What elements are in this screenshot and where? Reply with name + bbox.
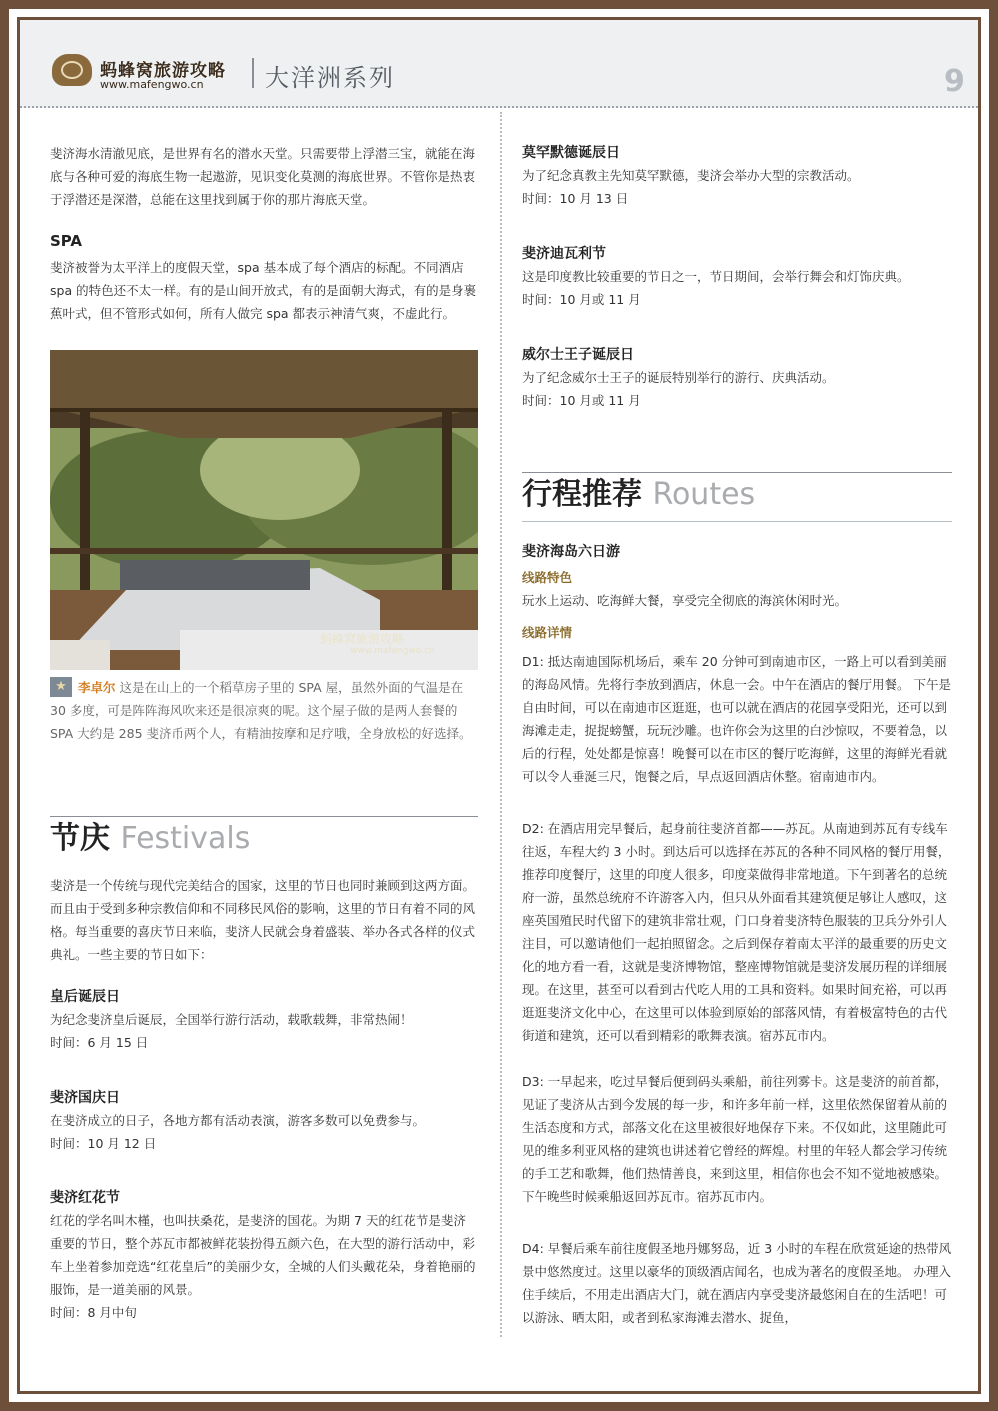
festival-title: 斐济迪瓦利节 [522, 246, 606, 262]
festival-time: 时间：6 月 15 日 [50, 1035, 149, 1050]
photo-caption [50, 676, 478, 745]
festivals-rule [50, 816, 478, 817]
route-title: 斐济海岛六日游 [522, 544, 620, 560]
festival-title: 莫罕默德诞辰日 [522, 145, 620, 161]
festival-time: 时间：8 月中旬 [50, 1305, 137, 1320]
route-feature-text: 玩水上运动、吃海鲜大餐，享受完全彻底的海滨休闲时光。 [522, 593, 848, 608]
routes-heading [522, 475, 952, 515]
festival-desc: 为了纪念真教主先知莫罕默德，斐济会举办大型的宗教活动。 [522, 168, 860, 183]
header-divider [252, 58, 254, 88]
festival-desc: 这是印度教比较重要的节日之一，节日期间，会举行舞会和灯饰庆典。 [522, 269, 910, 284]
brand-url: www.mafengwo.cn [100, 78, 204, 91]
routes-heading-cn: 行程推荐 [522, 477, 642, 512]
spa-photo [50, 350, 478, 670]
festivals-heading-cn: 节庆 [50, 821, 110, 856]
spa-hut-illustration [50, 350, 478, 670]
festival-desc: 红花的学名叫木槿，也叫扶桑花，是斐济的国花。为期 7 天的红花节是斐济重要的节日，整个苏瓦市都被鲜花装扮得五颜六色，在大型的游行活动中，彩车上坐着参加竞选“红花皇后”的美丽少女，全城的人们头戴花朵，身着艳丽的服饰，是一道美丽的风景。 [50, 1213, 476, 1297]
festival-title: 威尔士王子诞辰日 [522, 347, 634, 363]
spa-text: 斐济被誉为太平洋上的度假天堂，spa 基本成了每个酒店的标配。不同酒店 spa 的特色还不太一样。有的是山间开放式，有的是面朝大海式，有的是身裹蕉叶式，但不管形式如何，所有人做完 spa 都表示神清气爽，不虚此行。 [50, 260, 477, 321]
column-divider [500, 112, 502, 1337]
author-avatar-icon: ★ [50, 677, 72, 697]
routes-rule [522, 472, 952, 473]
caption-author[interactable]: 李卓尔 [78, 680, 116, 695]
route-detail-label: 线路详情 [522, 625, 573, 640]
festival-title: 皇后诞辰日 [50, 989, 120, 1005]
photo-watermark-url: www.mafengwo.cn [350, 646, 435, 656]
festival-title: 斐济国庆日 [50, 1090, 120, 1106]
routes-heading-en: Routes [652, 477, 756, 512]
route-day-3: D3: 一早起来，吃过早餐后便到码头乘船，前往列雾卡。这是斐济的前首都，见证了斐济从古到今发展的每一步，和许多年前一样，这里依然保留着从前的生活态度和方式，部落文化在这里被很好地保存下来。不仅如此，这里随此可见的维多利亚风格的建筑也讲述着它曾经的辉煌。村里的年轻人都会学习传统的手工艺和歌舞，他们热情善良，来到这里，相信你也会不知不觉地被感染。下午晚些时候乘船返回苏瓦市。宿苏瓦市内。 [522, 1074, 948, 1204]
festival-title: 斐济红花节 [50, 1190, 120, 1206]
festival-time: 时间：10 月或 11 月 [522, 393, 641, 408]
route-feature-label: 线路特色 [522, 570, 573, 585]
caption-text: 这是在山上的一个稻草房子里的 SPA 屋，虽然外面的气温是在 30 多度，可是阵阵海风吹来还是很凉爽的呢。这个屋子做的是两人套餐的 SPA 大约是 285 斐济币两个人，有精油按摩和足疗哦，全身放松的好选择。 [50, 680, 472, 741]
festival-time: 时间：10 月 13 日 [522, 191, 629, 206]
festival-time: 时间：10 月 12 日 [50, 1136, 157, 1151]
routes-rule-bottom [522, 521, 952, 522]
spa-heading: SPA [50, 232, 83, 250]
route-day-1: D1: 抵达南迪国际机场后，乘车 20 分钟可到南迪市区，一路上可以看到美丽的海岛风情。先将行李放到酒店，休息一会。中午在酒店的餐厅用餐。 下午是自由时间，可以在南迪市区逛逛，也可以就在酒店的花园享受阳光，还可以到海滩走走，捉捉螃蟹，玩玩沙雕。也许你会为这里的白沙惊叹，不要着急，以后的行程，处处都是惊喜！晚餐可以在市区的餐厅吃海鲜，这里的海鲜光看就可以令人垂涎三尺，饱餐之后，早点返回酒店休整。宿南迪市内。 [522, 654, 951, 784]
route-day-2: D2: 在酒店用完早餐后，起身前往斐济首都——苏瓦。从南迪到苏瓦有专线车往返，车程大约 3 小时。到达后可以选择在苏瓦的各种不同风格的餐厅用餐，推荐印度餐厅，这里的印度人很多，印度菜做得非常地道。下午到著名的总统府一游，虽然总统府不许游客入内，但只从外面看其建筑便足够让人感叹，这座英国殖民时代留下的建筑非常壮观，门口身着斐济特色服装的卫兵分外引人注目，可以邀请他们一起拍照留念。之后到保存着南太平洋的最重要的历史文化的地方看一看，这就是斐济博物馆，整座博物馆就是斐济发展历程的详细展现。在这里，甚至可以看到古代吃人用的工具和资料。如果时间充裕，可以再逛逛斐济文化中心，在这里可以体验到原始的部落风情，有着极富特色的古代街道和建筑，还可以看到精彩的歌舞表演。宿苏瓦市内。 [522, 821, 951, 1043]
mafengwo-logo-icon [52, 54, 92, 86]
photo-watermark: 蚂蜂窝旅游攻略 [320, 632, 405, 646]
festival-desc: 为纪念斐济皇后诞辰，全国举行游行活动，载歌载舞，非常热闹！ [50, 1012, 413, 1027]
page-header [20, 20, 978, 108]
page-number: 9 [944, 64, 965, 99]
festivals-heading-en: Festivals [120, 821, 251, 856]
festival-desc: 为了纪念威尔士王子的诞辰特别举行的游行、庆典活动。 [522, 370, 835, 385]
festivals-heading [50, 819, 478, 859]
diving-intro: 斐济海水清澈见底，是世界有名的潜水天堂。只需要带上浮潜三宝，就能在海底与各种可爱的海底生物一起遨游，见识变化莫测的海底世界。不管你是热衷于浮潜还是深潜，总能在这里找到属于你的那片海底天堂。 [50, 146, 476, 207]
series-title: 大洋洲系列 [265, 64, 395, 92]
brand-name: 蚂蜂窝旅游攻略 [100, 61, 226, 81]
route-day-4: D4: 早餐后乘车前往度假圣地丹娜努岛，近 3 小时的车程在欣赏延途的热带风景中悠然度过。这里以豪华的顶级酒店闻名，也成为著名的度假圣地。 办理入住手续后，不用走出酒店大门，就在酒店内享受斐济最悠闲自在的生活吧！可以游泳、晒太阳，或者到私家海滩去潜水、捉鱼， [522, 1241, 952, 1325]
festivals-intro: 斐济是一个传统与现代完美结合的国家，这里的节日也同时兼顾到这两方面。而且由于受到多种宗教信仰和不同移民风俗的影响，这里的节日有着不同的风格。每当重要的喜庆节日来临，斐济人民就会身着盛装、举办各式各样的仪式典礼。一些主要的节日如下： [50, 878, 476, 962]
festival-time: 时间：10 月或 11 月 [522, 292, 641, 307]
festival-desc: 在斐济成立的日子，各地方都有活动表演，游客多数可以免费参与。 [50, 1113, 426, 1128]
